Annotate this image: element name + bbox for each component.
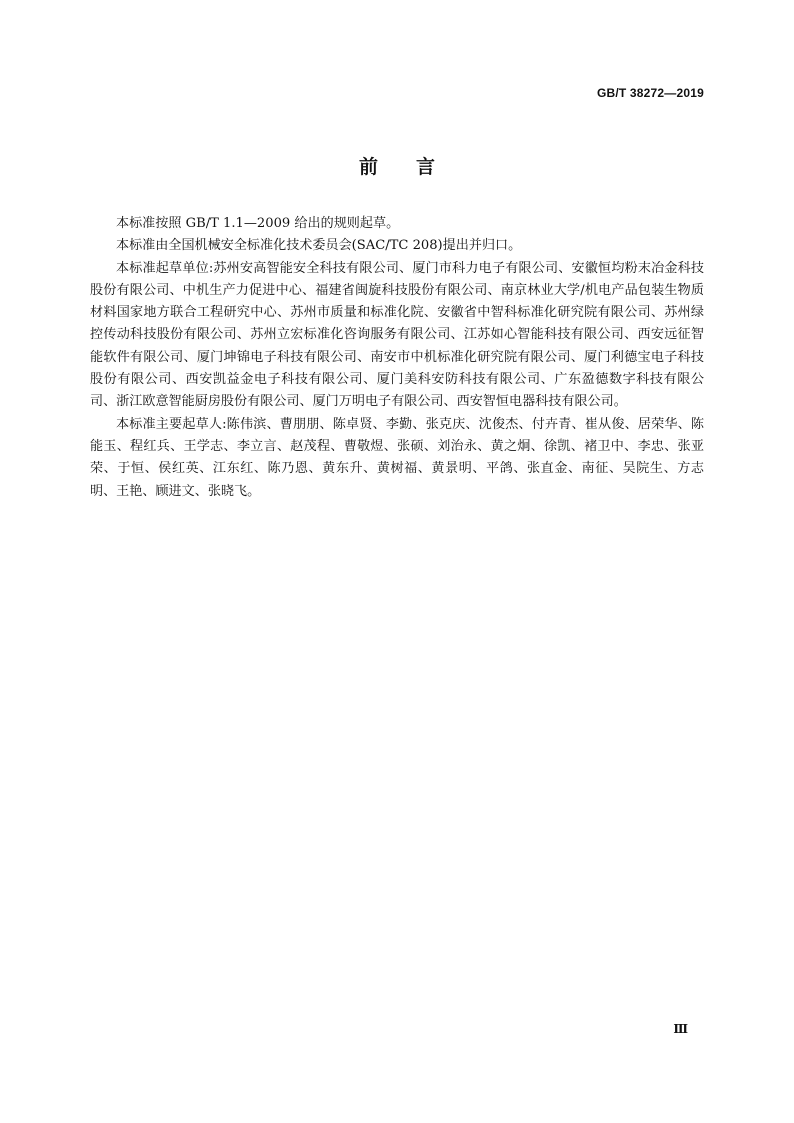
standard-number: GB/T 38272—2019: [596, 86, 704, 100]
paragraph-drafting-rules: 本标准按照 GB/T 1.1—2009 给出的规则起草。: [116, 216, 400, 231]
paragraph-drafters: 本标准主要起草人:陈伟滨、曹朋朋、陈卓贤、李勤、张克庆、沈俊杰、付卉青、崔从俊、居荣华、陈能玉、程红兵、王学志、李立言、赵茂程、曹敬煜、张硕、刘治永、黄之炯、徐凯、褚卫中、李忠、张亚荣、于恒、侯红英、江东红、陈乃恩、黄东升、黄树福、黄景明、平鸽、张直金、南征、吴院生、方志明、王艳、顾进文、张晓飞。: [90, 416, 704, 499]
body-text: [90, 213, 704, 503]
paragraph-proposer: 本标准由全国机械安全标准化技术委员会(SAC/TC 208)提出并归口。: [116, 238, 522, 254]
page-number: Ⅲ: [673, 1022, 688, 1036]
page-title: 前言: [358, 156, 473, 178]
paragraph-drafting-units: 本标准起草单位:苏州安高智能安全科技有限公司、厦门市科力电子有限公司、安徽恒均粉末冶金科技股份有限公司、中机生产力促进中心、福建省闽旋科技股份有限公司、南京林业大学/机电产品包装生物质材料国家地方联合工程研究中心、苏州市质量和标准化院、安徽省中智科标准化研究院有限公司、苏州绿控传动科技股份有限公司、苏州立宏标准化咨询服务有限公司、江苏如心智能科技有限公司、西安远征智能软件有限公司、厦门坤锦电子科技有限公司、南安市中机标准化研究院有限公司、厦门利德宝电子科技股份有限公司、西安凯益金电子科技有限公司、厦门美科安防科技有限公司、广东盈德数字科技有限公司、浙江欧意智能厨房股份有限公司、厦门万明电子有限公司、西安智恒电器科技有限公司。: [90, 260, 704, 410]
